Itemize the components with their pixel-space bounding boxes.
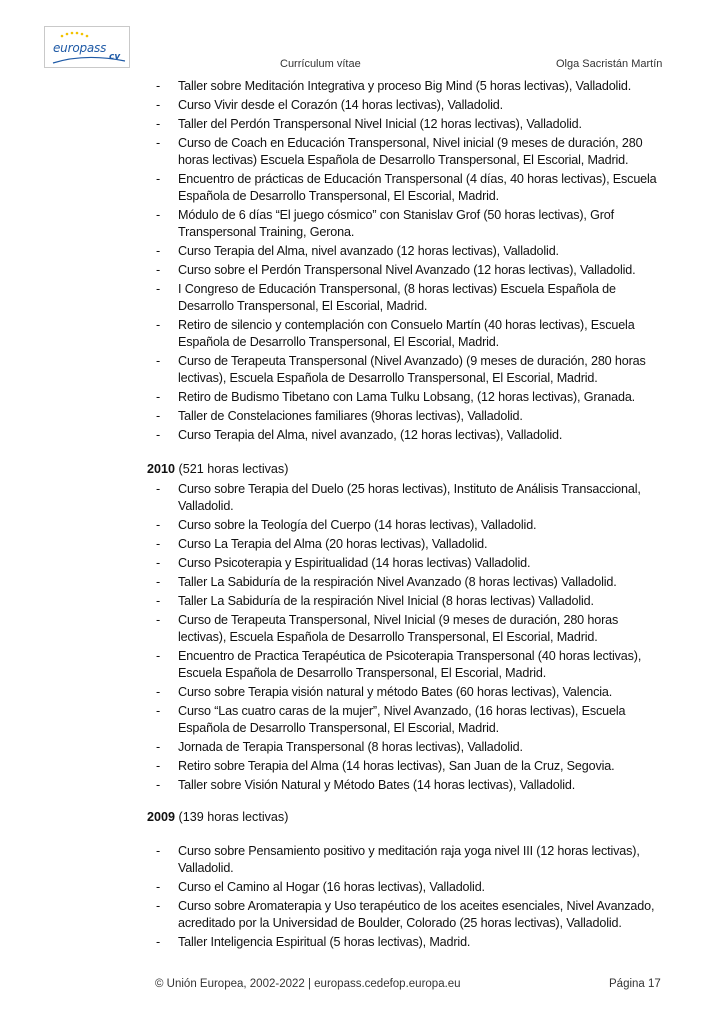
bullet-dash: - (156, 244, 161, 258)
bullet-dash: - (156, 79, 161, 93)
list-item-text: Curso de Terapeuta Transpersonal, Nivel Inicial (9 meses de duración, 280 horas lectivas), Escuela Española de Desarrollo Transpersonal, El Escorial, Madrid. (178, 613, 619, 644)
bullet-dash: - (156, 759, 161, 773)
bullet-dash: - (156, 282, 161, 296)
section-year: 2009 (147, 810, 176, 824)
bullet-dash: - (156, 649, 161, 663)
list-item (147, 574, 667, 591)
list-item (147, 612, 667, 646)
list-item-text: Taller sobre Visión Natural y Método Bates (14 horas lectivas), Valladolid. (178, 778, 576, 792)
list-item-text: Curso Terapia del Alma, nivel avanzado (12 horas lectivas), Valladolid. (178, 244, 559, 258)
list-item-text: Retiro sobre Terapia del Alma (14 horas lectivas), San Juan de la Cruz, Segovia. (178, 759, 615, 773)
list-item (147, 408, 667, 425)
list-item-text: Encuentro de prácticas de Educación Transpersonal (4 días, 40 horas lectivas), Escuela Española de Desarrollo Transpersonal, El Escorial, Madrid. (178, 172, 657, 203)
bullet-dash: - (156, 117, 161, 131)
bullet-dash: - (156, 594, 161, 608)
list-item (147, 481, 667, 515)
list-item-text: Curso de Coach en Educación Transpersonal, Nivel inicial (9 meses de duración, 280 horas lectivas) Escuela Española de Desarrollo Transpersonal, El Escorial, Madrid. (178, 136, 643, 167)
person-name: Olga Sacristán Martín (556, 58, 663, 70)
bullet-dash: - (156, 899, 161, 913)
bullet-dash: - (156, 537, 161, 551)
course-list-top (147, 78, 667, 444)
bullet-dash: - (156, 428, 161, 442)
list-item (147, 207, 667, 241)
list-item (147, 934, 667, 951)
list-item-text: Taller de Constelaciones familiares (9horas lectivas), Valladolid. (178, 409, 523, 423)
bullet-dash: - (156, 354, 161, 368)
list-item (147, 517, 667, 534)
list-item-text: Curso sobre Terapia visión natural y método Bates (60 horas lectivas), Valencia. (178, 685, 613, 699)
list-item-text: Curso “Las cuatro caras de la mujer”, Nivel Avanzado, (16 horas lectivas), Escuela Española de Desarrollo Transpersonal, El Escorial, Madrid. (178, 704, 626, 735)
bullet-dash: - (156, 740, 161, 754)
bullet-dash: - (156, 172, 161, 186)
list-item-text: Módulo de 6 días “El juego cósmico” con Stanislav Grof (50 horas lectivas), Grof Transpersonal Training, Gerona. (178, 208, 614, 239)
bullet-dash: - (156, 98, 161, 112)
document-title: Currículum vítae (280, 58, 361, 70)
list-item-text: Retiro de silencio y contemplación con Consuelo Martín (40 horas lectivas), Escuela Española de Desarrollo Transpersonal, El Escorial, Madrid. (178, 318, 635, 349)
bullet-dash: - (156, 518, 161, 532)
europass-logo (44, 26, 130, 68)
list-item (147, 389, 667, 406)
bullet-dash: - (156, 136, 161, 150)
bullet-dash: - (156, 409, 161, 423)
section-year: 2010 (147, 462, 176, 476)
list-item-text: Taller sobre Meditación Integrativa y proceso Big Mind (5 horas lectivas), Valladolid. (178, 79, 632, 93)
footer-copyright: © Unión Europea, 2002-2022 | europass.cedefop.europa.eu (155, 978, 461, 990)
list-item (147, 648, 667, 682)
list-item-text: Curso Psicoterapia y Espiritualidad (14 horas lectivas) Valladolid. (178, 556, 531, 570)
course-list-2009 (147, 843, 667, 951)
bullet-dash: - (156, 704, 161, 718)
bullet-dash: - (156, 880, 161, 894)
bullet-dash: - (156, 556, 161, 570)
list-item-text: I Congreso de Educación Transpersonal, (8 horas lectivas) Escuela Española de Desarrollo Transpersonal, El Escorial, Madrid. (178, 282, 616, 313)
list-item (147, 116, 667, 133)
list-item (147, 879, 667, 896)
bullet-dash: - (156, 613, 161, 627)
list-item (147, 78, 667, 95)
list-item-text: Encuentro de Practica Terapéutica de Psicoterapia Transpersonal (40 horas lectivas), Escuela Española de Desarrollo Transpersonal, El Escorial, Madrid. (178, 649, 642, 680)
list-item (147, 135, 667, 169)
bullet-dash: - (156, 935, 161, 949)
list-item (147, 281, 667, 315)
list-item (147, 703, 667, 737)
list-item-text: Curso Terapia del Alma, nivel avanzado, (12 horas lectivas), Valladolid. (178, 428, 563, 442)
list-item (147, 898, 667, 932)
logo-text: europass (53, 41, 107, 55)
list-item-text: Curso sobre Aromaterapia y Uso terapéutico de los aceites esenciales, Nivel Avanzado, acreditado por la Universidad de Boulder, Colorado (25 horas lectivas), Valladolid. (178, 899, 655, 930)
list-item (147, 536, 667, 553)
list-item-text: Curso de Terapeuta Transpersonal (Nivel Avanzado) (9 meses de duración, 280 horas lectivas), Escuela Española de Desarrollo Transpersonal, El Escorial, Madrid. (178, 354, 646, 385)
list-item-text: Curso sobre el Perdón Transpersonal Nivel Avanzado (12 horas lectivas), Valladolid. (178, 263, 636, 277)
section-2010-heading (147, 461, 667, 478)
section-hours: (139 horas lectivas) (178, 810, 289, 824)
list-item-text: Curso sobre la Teología del Cuerpo (14 horas lectivas), Valladolid. (178, 518, 537, 532)
list-item (147, 427, 667, 444)
bullet-dash: - (156, 263, 161, 277)
list-item (147, 739, 667, 756)
list-item (147, 243, 667, 260)
list-item-text: Curso sobre Pensamiento positivo y meditación raja yoga nivel III (12 horas lectivas), Valladolid. (178, 844, 640, 875)
course-list-2010 (147, 481, 667, 794)
list-item (147, 171, 667, 205)
page-number: Página 17 (609, 978, 661, 990)
list-item (147, 353, 667, 387)
list-item (147, 593, 667, 610)
list-item-text: Jornada de Terapia Transpersonal (8 horas lectivas), Valladolid. (178, 740, 523, 754)
list-item (147, 777, 667, 794)
main-content (147, 78, 667, 953)
list-item (147, 684, 667, 701)
bullet-dash: - (156, 482, 161, 496)
list-item (147, 758, 667, 775)
bullet-dash: - (156, 318, 161, 332)
list-item-text: Taller La Sabiduría de la respiración Nivel Inicial (8 horas lectivas) Valladolid. (178, 594, 594, 608)
section-2009-heading (147, 809, 667, 826)
bullet-dash: - (156, 685, 161, 699)
bullet-dash: - (156, 575, 161, 589)
list-item-text: Taller La Sabiduría de la respiración Nivel Avanzado (8 horas lectivas) Valladolid. (178, 575, 617, 589)
section-hours: (521 horas lectivas) (178, 462, 289, 476)
bullet-dash: - (156, 390, 161, 404)
list-item-text: Curso el Camino al Hogar (16 horas lectivas), Valladolid. (178, 880, 485, 894)
list-item-text: Curso La Terapia del Alma (20 horas lectivas), Valladolid. (178, 537, 488, 551)
list-item-text: Curso Vivir desde el Corazón (14 horas lectivas), Valladolid. (178, 98, 503, 112)
bullet-dash: - (156, 208, 161, 222)
list-item (147, 317, 667, 351)
list-item (147, 843, 667, 877)
list-item (147, 262, 667, 279)
list-item-text: Retiro de Budismo Tibetano con Lama Tulku Lobsang, (12 horas lectivas), Granada. (178, 390, 636, 404)
list-item (147, 555, 667, 572)
bullet-dash: - (156, 778, 161, 792)
logo-cv: cv (109, 52, 121, 62)
list-item-text: Taller del Perdón Transpersonal Nivel Inicial (12 horas lectivas), Valladolid. (178, 117, 582, 131)
list-item (147, 97, 667, 114)
list-item-text: Curso sobre Terapia del Duelo (25 horas lectivas), Instituto de Análisis Transaccional, Valladolid. (178, 482, 641, 513)
list-item-text: Taller Inteligencia Espiritual (5 horas lectivas), Madrid. (178, 935, 471, 949)
bullet-dash: - (156, 844, 161, 858)
